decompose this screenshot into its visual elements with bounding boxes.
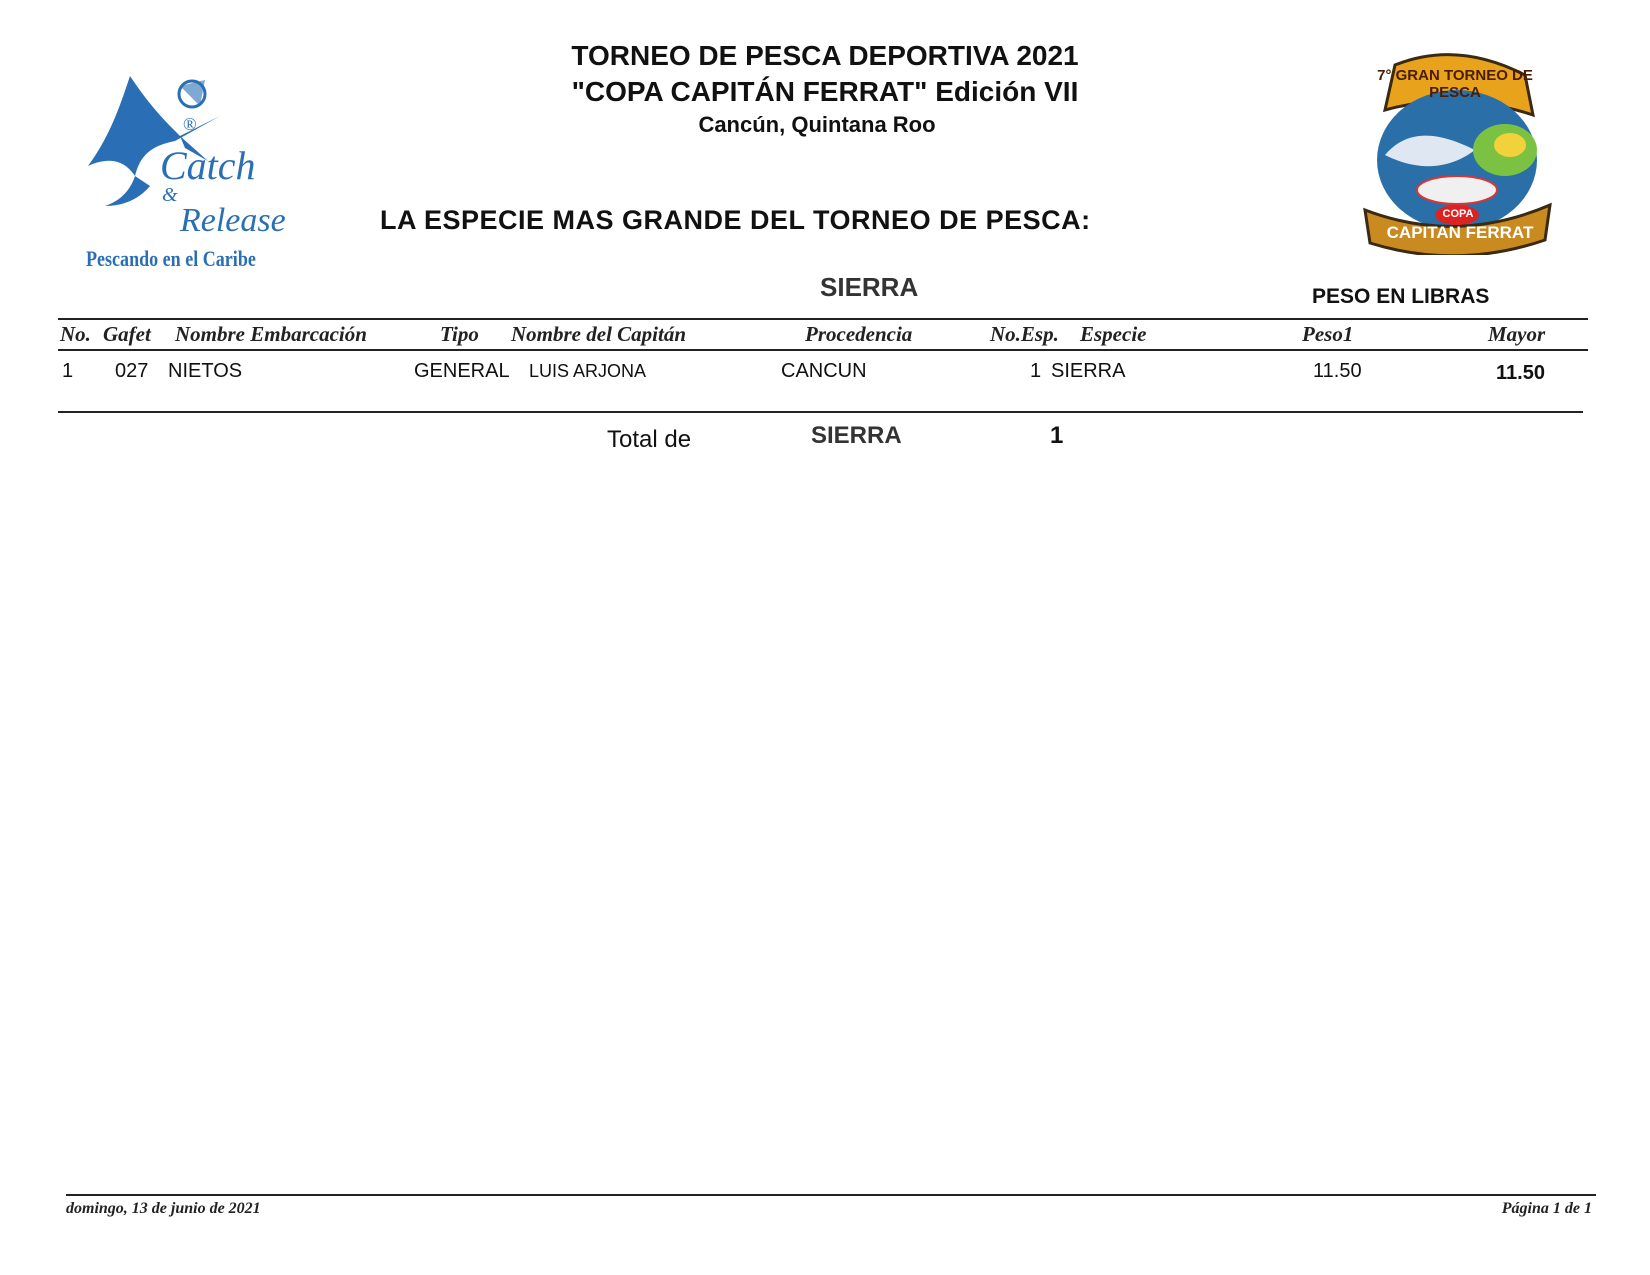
logo-catch-text: Catch xyxy=(160,143,256,188)
badge-copa-text: COPA xyxy=(1442,208,1474,220)
row-bottom-rule xyxy=(58,411,1583,413)
row-gafet: 027 xyxy=(115,360,149,382)
col-header-tipo: Tipo xyxy=(440,322,479,346)
total-species: SIERRA xyxy=(811,422,902,449)
header-bottom-rule xyxy=(58,349,1588,351)
badge-top-text: 7° GRAN TORNEO DE PESCA xyxy=(1377,67,1533,101)
col-header-gafet: Gafet xyxy=(103,322,151,346)
row-noesp: 1 xyxy=(1030,360,1042,382)
col-header-embarcacion: Nombre Embarcación xyxy=(175,322,367,346)
row-especie: SIERRA xyxy=(1051,360,1126,382)
footer-page-number: Página 1 de 1 xyxy=(1501,1200,1592,1217)
footer-date: domingo, 13 de junio de 2021 xyxy=(66,1200,261,1217)
species-heading: SIERRA xyxy=(820,272,919,302)
col-header-peso1: Peso1 xyxy=(1302,322,1354,346)
logo-ampersand-text: & xyxy=(162,184,178,206)
row-no: 1 xyxy=(62,360,74,382)
tournament-badge-logo xyxy=(1355,45,1560,255)
row-capitan: LUIS ARJONA xyxy=(529,361,647,381)
logo-tagline: Pescando en el Caribe xyxy=(86,246,256,271)
footer-rule xyxy=(66,1194,1596,1196)
total-count: 1 xyxy=(1050,422,1064,449)
tournament-location: Cancún, Quintana Roo xyxy=(698,112,936,137)
col-header-mayor: Mayor xyxy=(1488,322,1546,346)
header-top-rule xyxy=(58,318,1588,320)
row-procedencia: CANCUN xyxy=(781,360,867,382)
col-header-capitan: Nombre del Capitán xyxy=(511,322,687,346)
tournament-title: TORNEO DE PESCA DEPORTIVA 2021 xyxy=(571,40,1079,71)
logo-release-text: Release xyxy=(180,202,286,239)
row-embarcacion: NIETOS xyxy=(168,360,243,382)
tournament-cup-title: "COPA CAPITÁN FERRAT" Edición VII xyxy=(571,76,1079,107)
row-mayor: 11.50 xyxy=(1496,362,1545,384)
col-header-noesp: No.Esp. xyxy=(990,322,1059,346)
weight-unit-label: PESO EN LIBRAS xyxy=(1312,285,1490,308)
row-peso1: 11.50 xyxy=(1313,360,1362,382)
col-header-especie: Especie xyxy=(1080,322,1147,346)
badge-banner-text: CAPITAN FERRAT xyxy=(1386,223,1534,242)
col-header-no: No. xyxy=(60,322,91,346)
logo-registered-mark: ® xyxy=(183,114,197,134)
total-label: Total de xyxy=(607,426,692,453)
row-tipo: GENERAL xyxy=(414,360,510,382)
col-header-procedencia: Procedencia xyxy=(805,322,913,346)
report-heading: LA ESPECIE MAS GRANDE DEL TORNEO DE PESCA: xyxy=(380,205,1091,235)
